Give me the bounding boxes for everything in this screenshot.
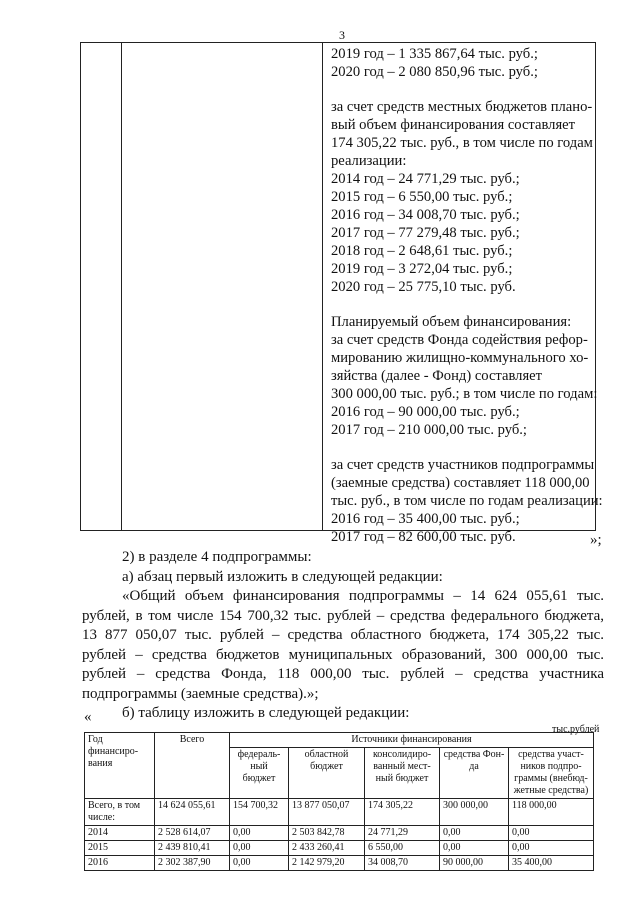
detail-line: 2017 год – 82 600,00 тыс. руб.: [331, 529, 516, 545]
label-column: [122, 43, 323, 530]
detail-line: 2016 год – 35 400,00 тыс. руб.;: [331, 511, 520, 527]
detail-line: Планируемый объем финансирования:: [331, 314, 572, 330]
cell-local: 24 771,29: [365, 826, 440, 841]
amendment-text: [82, 548, 604, 724]
table-header-row: [85, 733, 594, 748]
detail-line: 2017 год – 77 279,48 тыс. руб.;: [331, 225, 520, 241]
cell-total: 2 439 810,41: [155, 841, 230, 856]
detail-line: 174 305,22 тыс. руб., в том числе по годам: [331, 135, 593, 151]
detail-line: за счет средств Фонда содействия рефор-: [331, 332, 588, 348]
detail-line: реализации:: [331, 153, 407, 169]
item-b: б) таблицу изложить в следующей редакции:: [122, 705, 410, 721]
cell-federal: 0,00: [230, 826, 289, 841]
cell-fund: 300 000,00: [440, 799, 509, 826]
detail-line: 2016 год – 90 000,00 тыс. руб.;: [331, 404, 520, 420]
opening-quote: «: [84, 709, 92, 725]
cell-federal: 0,00: [230, 841, 289, 856]
unit-label: тыс.рублей: [552, 724, 600, 735]
quote-line: 13 877 050,07 тыс. рублей – средства областного бюджета, 174 305,22 тыс.: [82, 627, 604, 643]
detail-line: 2019 год – 3 272,04 тыс. руб.;: [331, 261, 513, 277]
funding-details-cell: [331, 45, 603, 546]
cell-federal: 0,00: [230, 856, 289, 871]
cell-regional: 13 877 050,07: [289, 799, 365, 826]
quote-line: «Общий объем финансирования подпрограммы – 14 624 055,61 тыс.: [122, 588, 604, 604]
detail-line: (заемные средства) составляет 118 000,00: [331, 475, 590, 491]
table-row: [85, 856, 594, 871]
quote-line: рублей, в том числе 154 700,32 тыс. рублей – средства федерального бюджета,: [82, 607, 604, 624]
detail-line: вый объем финансирования составляет: [331, 117, 576, 133]
cell-federal: 154 700,32: [230, 799, 289, 826]
cell-total: 2 302 387,90: [155, 856, 230, 871]
item-a: а) абзац первый изложить в следующей редакции:: [122, 568, 443, 585]
detail-line: 2015 год – 6 550,00 тыс. руб.;: [331, 189, 513, 205]
cell-participants: 0,00: [509, 841, 594, 856]
header-participants: средства участ-ников подпро-граммы (внебюд-жетные средства): [509, 748, 594, 799]
cell-year: Всего, в том числе:: [85, 799, 155, 826]
table-row: [85, 841, 594, 856]
item-2: 2) в разделе 4 подпрограммы:: [122, 549, 312, 565]
cell-regional: 2 503 842,78: [289, 826, 365, 841]
blank-line: [331, 81, 593, 98]
detail-line: 300 000,00 тыс. руб.; в том числе по годам:: [331, 386, 598, 402]
table-row: [85, 799, 594, 826]
detail-line: 2014 год – 24 771,29 тыс. руб.;: [331, 171, 520, 187]
detail-line: 2019 год – 1 335 867,64 тыс. руб.;: [331, 46, 538, 62]
financing-table: [84, 732, 594, 871]
blank-line: [331, 439, 593, 456]
header-regional: областной бюджет: [289, 748, 365, 799]
header-fund: средства Фон-да: [440, 748, 509, 799]
cell-fund: 90 000,00: [440, 856, 509, 871]
cell-regional: 2 142 979,20: [289, 856, 365, 871]
cell-fund: 0,00: [440, 841, 509, 856]
detail-line: тыс. руб., в том числе по годам реализации:: [331, 493, 603, 509]
quote-line: рублей – средства Фонда, 118 000,00 тыс. рублей – средства участника: [82, 666, 604, 682]
quote-line: рублей – средства бюджетов муниципальных образований, 300 000,00 тыс.: [82, 646, 604, 663]
cell-fund: 0,00: [440, 826, 509, 841]
cell-local: 34 008,70: [365, 856, 440, 871]
detail-line: мированию жилищно-коммунального хо-: [331, 350, 589, 366]
detail-line: 2016 год – 34 008,70 тыс. руб.;: [331, 207, 520, 223]
cell-total: 14 624 055,61: [155, 799, 230, 826]
detail-line: 2017 год – 210 000,00 тыс. руб.;: [331, 422, 527, 438]
header-total: Всего: [155, 733, 230, 799]
cell-total: 2 528 614,07: [155, 826, 230, 841]
page-number: 3: [339, 28, 345, 42]
detail-line: 2018 год – 2 648,61 тыс. руб.;: [331, 243, 513, 259]
closing-quote: »;: [590, 532, 602, 548]
cell-year: 2014: [85, 826, 155, 841]
blank-line: [331, 296, 593, 313]
cell-participants: 35 400,00: [509, 856, 594, 871]
cell-local: 174 305,22: [365, 799, 440, 826]
header-sources: Источники финансирования: [230, 733, 594, 748]
cell-local: 6 550,00: [365, 841, 440, 856]
detail-line: за счет средств участников подпрограммы: [331, 457, 595, 473]
number-column: [81, 43, 122, 530]
continuation-table: [80, 42, 603, 545]
cell-participants: 0,00: [509, 826, 594, 841]
header-year: Год финансиро-вания: [85, 733, 155, 799]
quote-line: подпрограммы (заемные средства).»;: [82, 685, 319, 702]
detail-line: 2020 год – 2 080 850,96 тыс. руб.;: [331, 64, 538, 80]
detail-line: 2020 год – 25 775,10 тыс. руб.: [331, 279, 516, 295]
table-row: [85, 826, 594, 841]
detail-line: зяйства (далее - Фонд) составляет: [331, 368, 543, 384]
cell-participants: 118 000,00: [509, 799, 594, 826]
cell-year: 2015: [85, 841, 155, 856]
header-federal: федераль-ный бюджет: [230, 748, 289, 799]
detail-line: за счет средств местных бюджетов плано-: [331, 99, 593, 115]
cell-year: 2016: [85, 856, 155, 871]
header-local: консолидиро-ванный мест-ный бюджет: [365, 748, 440, 799]
cell-regional: 2 433 260,41: [289, 841, 365, 856]
